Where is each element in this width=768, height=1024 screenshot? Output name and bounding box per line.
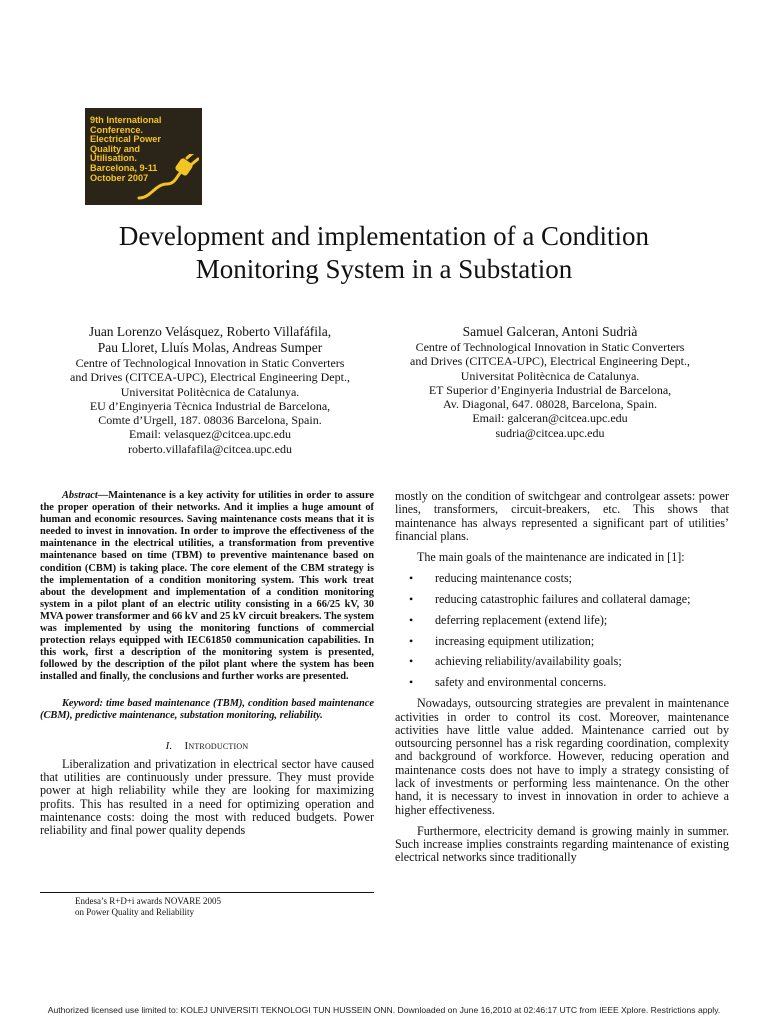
logo-line: Electrical Power [90, 134, 161, 145]
conference-logo [85, 108, 202, 205]
list-item-text: increasing equipment utilization; [435, 633, 595, 648]
abstract-text: Maintenance is a key activity for utilities in order to assure the proper operation of their networks. And it implies a huge amount of human and economic resources. Saving maintenance costs means that it is needed to invest in innovation. In order to improve the effectiveness of the maintenance in the electrical utilities, a transformation from preventive maintenance based on time (TBM) to preventive maintenance based on condition (CBM) is taking place. The core element of the CBM strategy is the implementation of a condition monitoring system. This work treat about the development and implementation of a condition monitoring system in a pilot plant of an electric utility consisting in a 66/25 kV, 30 MVA power transformer and 66 kV and 25 kV circuit breakers. The system was implemented by using the monitoring functions of commercial protection relays equipped with IEC61850 communication capabilities. In this work, first a description of the monitoring system is presented, followed by the description of the pilot plant where the system has been installed and finally, the conclusions and further works are presented. [40, 490, 374, 683]
title-line-2: Monitoring System in a Substation [195, 254, 573, 284]
logo-line: Barcelona, 9-11 [90, 162, 158, 173]
section-title: Introduction [184, 739, 249, 752]
logo-line: October 2007 [90, 172, 149, 183]
bullet-icon: • [409, 571, 414, 586]
affiliation-line: ET Superior d’Enginyeria Industrial de Barcelona, [428, 382, 672, 397]
affiliation-line: Av. Diagonal, 647. 08028, Barcelona, Spain. [443, 397, 657, 412]
author-names-line-1: Samuel Galceran, Antoni Sudrià [462, 324, 638, 339]
intro-paragraph: Liberalization and privatization in electrical sector have caused that utilities are continuously under pressure. They must provide power at high reliability while they are looking for maximizing profits. This has resulted in a need for optimizing operation and maintenance costs: doing the most with reduced budgets. Power reliability and final power quality depends [40, 756, 374, 838]
right-column [395, 490, 729, 873]
paper-title [60, 220, 708, 286]
author-email: Email: galceran@citcea.upc.edu [472, 411, 628, 426]
logo-line: 9th International [90, 115, 162, 125]
section-number: I. [165, 739, 173, 752]
list-item-text: safety and environmental concerns. [435, 674, 607, 689]
abstract [40, 490, 374, 684]
logo-line: Conference. [90, 124, 144, 135]
body-paragraph: mostly on the condition of switchgear and controlgear assets: power lines, transformers, circuit-breakers, etc. This shows that maintenance has always represented a significant part of utilities’ financial plans. [395, 489, 729, 543]
footnote-divider [40, 892, 374, 893]
keywords: Keyword: time based maintenance (TBM), condition based maintenance (CBM), predictive maintenance, substation monitoring, reliability. [40, 697, 374, 721]
author-email: roberto.villafafila@citcea.upc.edu [128, 441, 292, 456]
author-block-left [40, 324, 380, 456]
left-column [40, 490, 374, 845]
list-item-text: deferring replacement (extend life); [435, 612, 608, 627]
affiliation-line: and Drives (CITCEA-UPC), Electrical Engineering Dept., [70, 370, 350, 385]
footnote-line: on Power Quality and Reliability [75, 906, 194, 917]
list-item [395, 635, 729, 648]
author-names-line-1: Juan Lorenzo Velásquez, Roberto Villafáfila, [88, 324, 332, 339]
abstract-dash: — [97, 490, 109, 501]
footnote [75, 896, 221, 917]
list-item [395, 676, 729, 689]
abstract-lead: Abstract [62, 490, 98, 501]
plug-icon [137, 154, 199, 202]
affiliation-line: Universitat Politècnica de Catalunya. [120, 384, 300, 399]
body-paragraph: The main goals of the maintenance are indicated in [1]: [417, 550, 685, 565]
title-line-1: Development and implementation of a Condition [118, 221, 650, 251]
affiliation-line: Universitat Politècnica de Catalunya. [460, 368, 640, 383]
bullet-icon: • [409, 654, 414, 669]
logo-line: Quality and Utilisation. [90, 143, 141, 164]
goals-list [395, 572, 729, 689]
bullet-icon: • [409, 633, 414, 648]
affiliation-line: Centre of Technological Innovation in Static Converters [75, 356, 345, 370]
list-item [395, 655, 729, 668]
affiliation-line: Centre of Technological Innovation in Static Converters [415, 340, 685, 354]
list-item-text: reducing catastrophic failures and collateral damage; [435, 592, 691, 607]
bullet-icon: • [409, 592, 414, 607]
author-names-line-2: Pau Lloret, Lluís Molas, Andreas Sumper [97, 340, 323, 355]
list-item-text: achieving reliability/availability goals; [435, 654, 622, 669]
body-paragraph: Furthermore, electricity demand is growing mainly in summer. Such increase implies constraints regarding maintenance of existing electrical networks since traditionally [395, 823, 729, 865]
affiliation-line: EU d’Enginyeria Tècnica Industrial de Barcelona, [89, 398, 331, 413]
body-paragraph: Nowadays, outsourcing strategies are prevalent in maintenance activities in order to control its cost. Moreover, maintenance activities have little value added. Maintenance carried out by outsourcing personnel has a risk regarding coordination, complexity and background of workforce. However, reducing operation and maintenance costs does not have to imply a strategy consisting of lack of investments or performing less maintenance. On the other hand, it is necessary to invest in innovation in order to achieve a higher effectiveness. [395, 696, 729, 817]
list-item [395, 593, 729, 606]
affiliation-line: Comte d’Urgell, 187. 08036 Barcelona, Spain. [98, 413, 322, 428]
author-email: sudria@citcea.upc.edu [495, 425, 605, 440]
list-item [395, 572, 729, 585]
author-block-right [385, 324, 715, 440]
license-notice: Authorized licensed use limited to: KOLEJ UNIVERSITI TEKNOLOGI TUN HUSSEIN ONN. Downloaded on June 16,2010 at 02:46:17 UTC from IEEE Xplore. Restrictions apply. [47, 1005, 721, 1015]
bullet-icon: • [409, 612, 414, 627]
footnote-line: Endesa’s R+D+i awards NOVARE 2005 [75, 896, 221, 906]
affiliation-line: and Drives (CITCEA-UPC), Electrical Engineering Dept., [410, 354, 690, 369]
list-item [395, 614, 729, 627]
bullet-icon: • [409, 674, 414, 689]
author-email: Email: velasquez@citcea.upc.edu [129, 427, 291, 442]
section-heading [40, 740, 374, 752]
list-item-text: reducing maintenance costs; [435, 571, 573, 586]
